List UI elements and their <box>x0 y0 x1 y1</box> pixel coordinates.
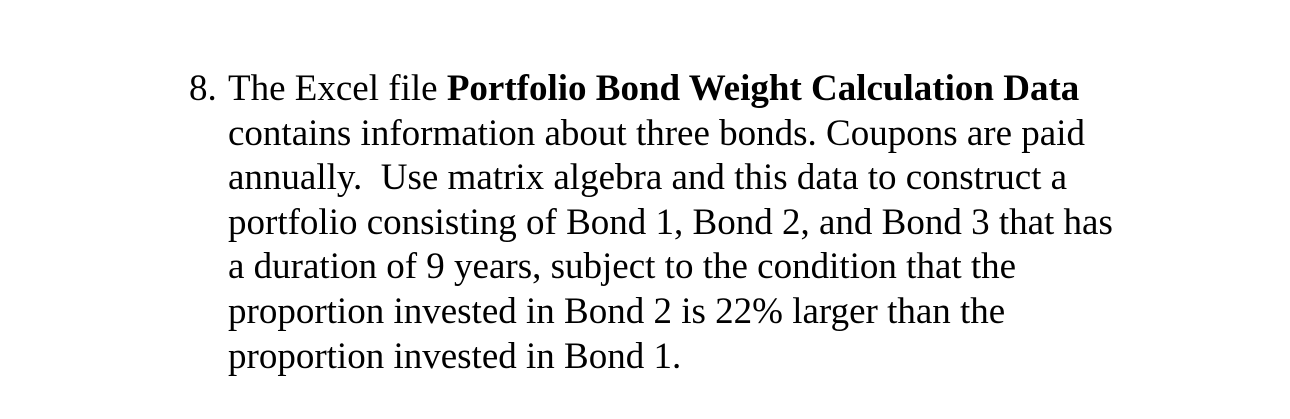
problem-number: 8. <box>189 68 217 109</box>
problem-line-7: proportion invested in Bond 1. <box>228 335 682 377</box>
problem-line-1 <box>228 67 1189 112</box>
problem-line-5: a duration of 9 years, subject to the condition that the <box>228 246 1017 288</box>
problem-line-2: contains information about three bonds. Coupons are paid <box>228 112 1085 154</box>
problem-text <box>228 67 1189 379</box>
excel-file-name: Portfolio Bond Weight Calculation Data <box>446 68 1080 109</box>
problem-8 <box>189 67 1189 379</box>
problem-line-4: portfolio consisting of Bond 1, Bond 2, and Bond 3 that has <box>228 201 1113 243</box>
problem-line-3: annually. Use matrix algebra and this data to construct a <box>228 157 1068 199</box>
problem-line-6: proportion invested in Bond 2 is 22% larger than the <box>228 290 1006 332</box>
problem-line-1-text: The Excel file <box>228 68 447 109</box>
